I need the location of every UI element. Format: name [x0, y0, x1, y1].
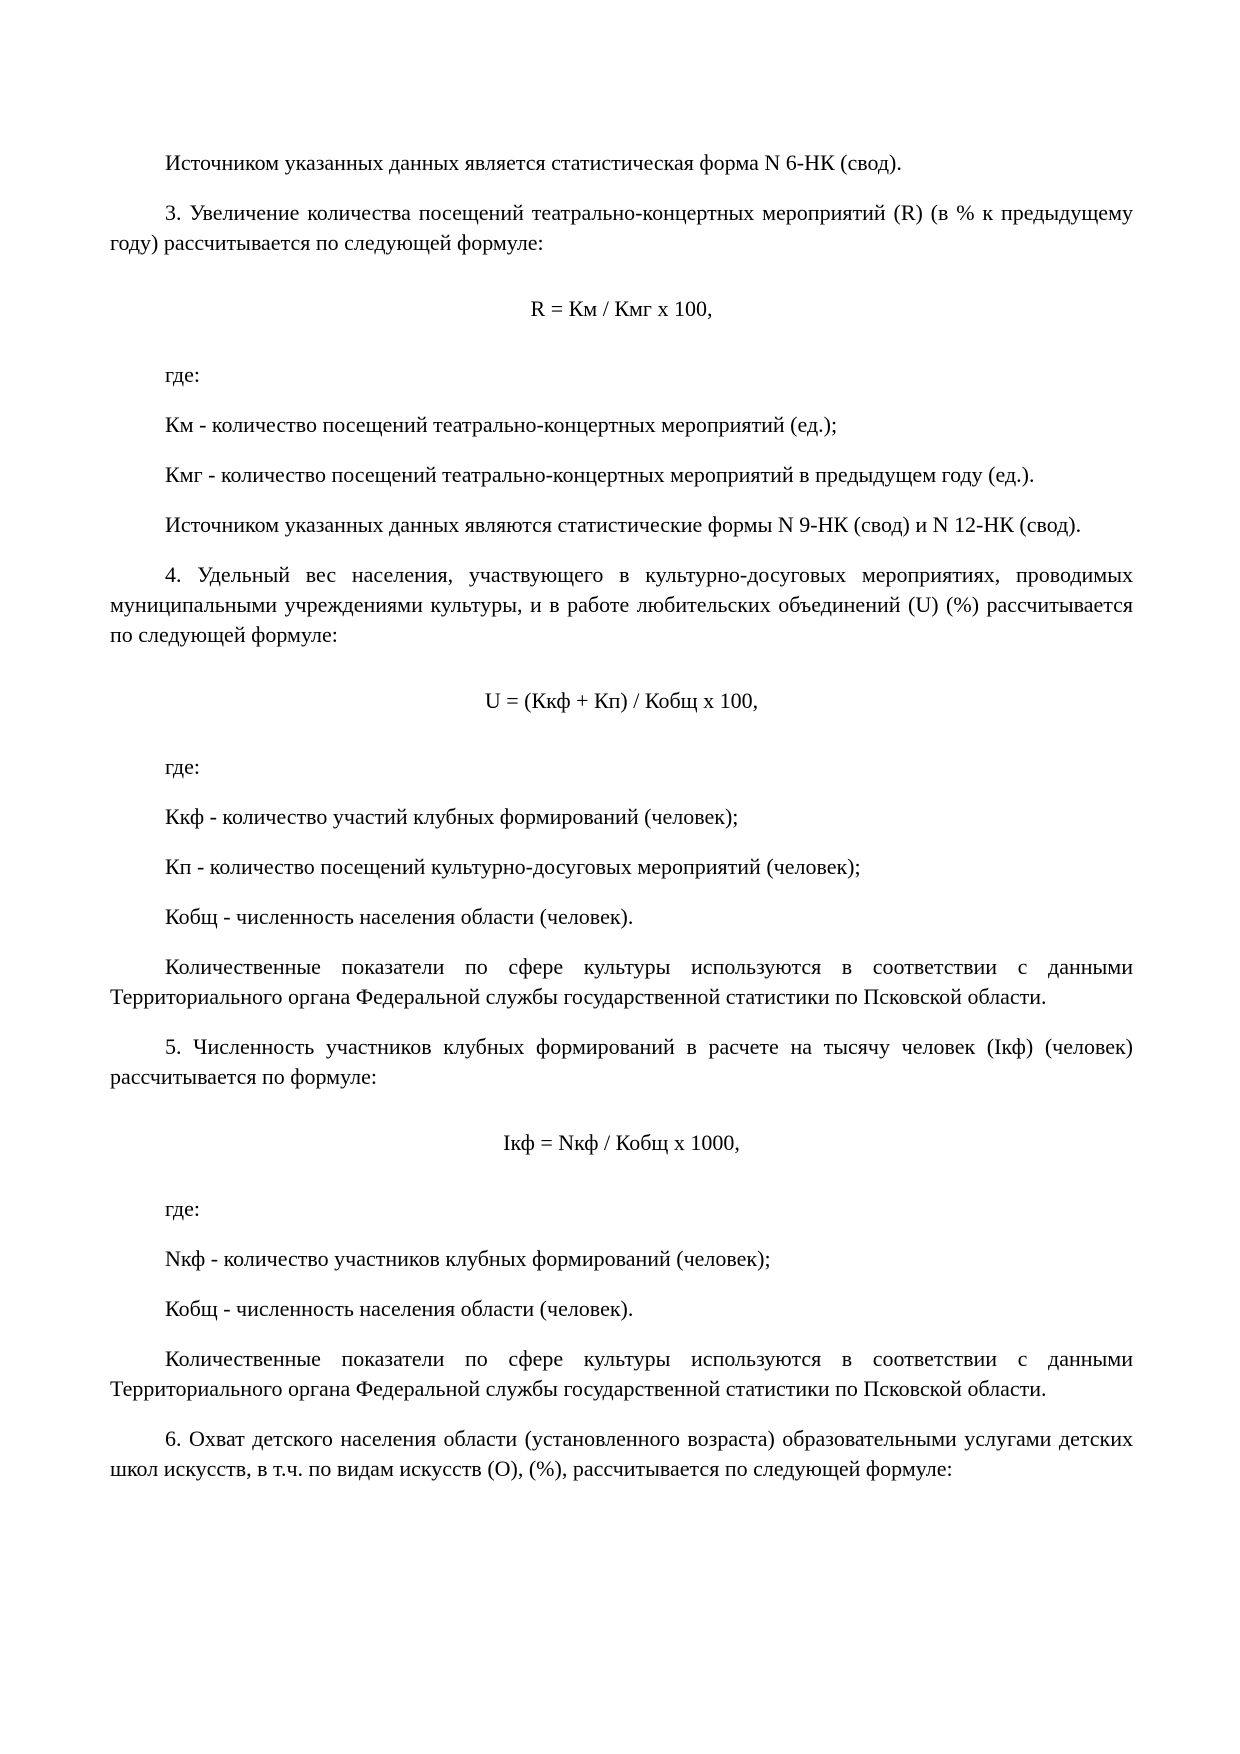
definition-km: Км - количество посещений театрально-концертных мероприятий (ед.); [165, 412, 838, 437]
definition-nkf: Nкф - количество участников клубных формирований (человек); [165, 1246, 771, 1271]
where-label-2: где: [165, 754, 200, 779]
statistics-note-paragraph: Количественные показатели по сфере культуры используются в соответствии с данными Территориального органа Федеральной службы государственной статистики по Псковской области. [110, 954, 1133, 1009]
definition-kp: Кп - количество посещений культурно-досуговых мероприятий (человек); [165, 854, 861, 879]
item-3-paragraph: 3. Увеличение количества посещений театрально-концертных мероприятий (R) (в % к предыдущему году) рассчитывается по следующей формуле: [110, 200, 1133, 255]
formula-u: U = (Ккф + Кп) / Кобщ х 100, [484, 688, 759, 713]
definition-kkf: Ккф - количество участий клубных формирований (человек); [165, 804, 739, 829]
where-label-3: где: [165, 1196, 200, 1221]
formula-ikf: Iкф = Nкф / Кобщ х 1000, [503, 1130, 740, 1155]
source-note-paragraph-2: Источником указанных данных являются статистические формы N 9-НК (свод) и N 12-НК (свод). [165, 512, 1082, 537]
formula-r: R = Км / Кмг х 100, [530, 296, 713, 321]
statistics-note-paragraph-2: Количественные показатели по сфере культуры используются в соответствии с данными Территориального органа Федеральной службы государственной статистики по Псковской области. [110, 1346, 1133, 1401]
where-label: где: [165, 362, 200, 387]
definition-kmg: Кмг - количество посещений театрально-концертных мероприятий в предыдущем году (ед.). [165, 462, 1035, 487]
source-note-paragraph: Источником указанных данных является статистическая форма N 6-НК (свод). [165, 150, 902, 175]
definition-kobshch-2: Кобщ - численность населения области (человек). [165, 1296, 634, 1321]
item-6-paragraph: 6. Охват детского населения области (установленного возраста) образовательными услугами детских школ искусств, в т.ч. по видам искусств (О), (%), рассчитывается по следующей формуле: [110, 1426, 1133, 1481]
item-4-paragraph: 4. Удельный вес населения, участвующего в культурно-досуговых мероприятиях, проводимых муниципальными учреждениями культуры, и в работе любительских объединений (U) (%) рассчитывается по следующей формуле: [110, 562, 1133, 647]
definition-kobshch: Кобщ - численность населения области (человек). [165, 904, 634, 929]
item-5-paragraph: 5. Численность участников клубных формирований в расчете на тысячу человек (Iкф) (человек) рассчитывается по формуле: [110, 1034, 1133, 1089]
